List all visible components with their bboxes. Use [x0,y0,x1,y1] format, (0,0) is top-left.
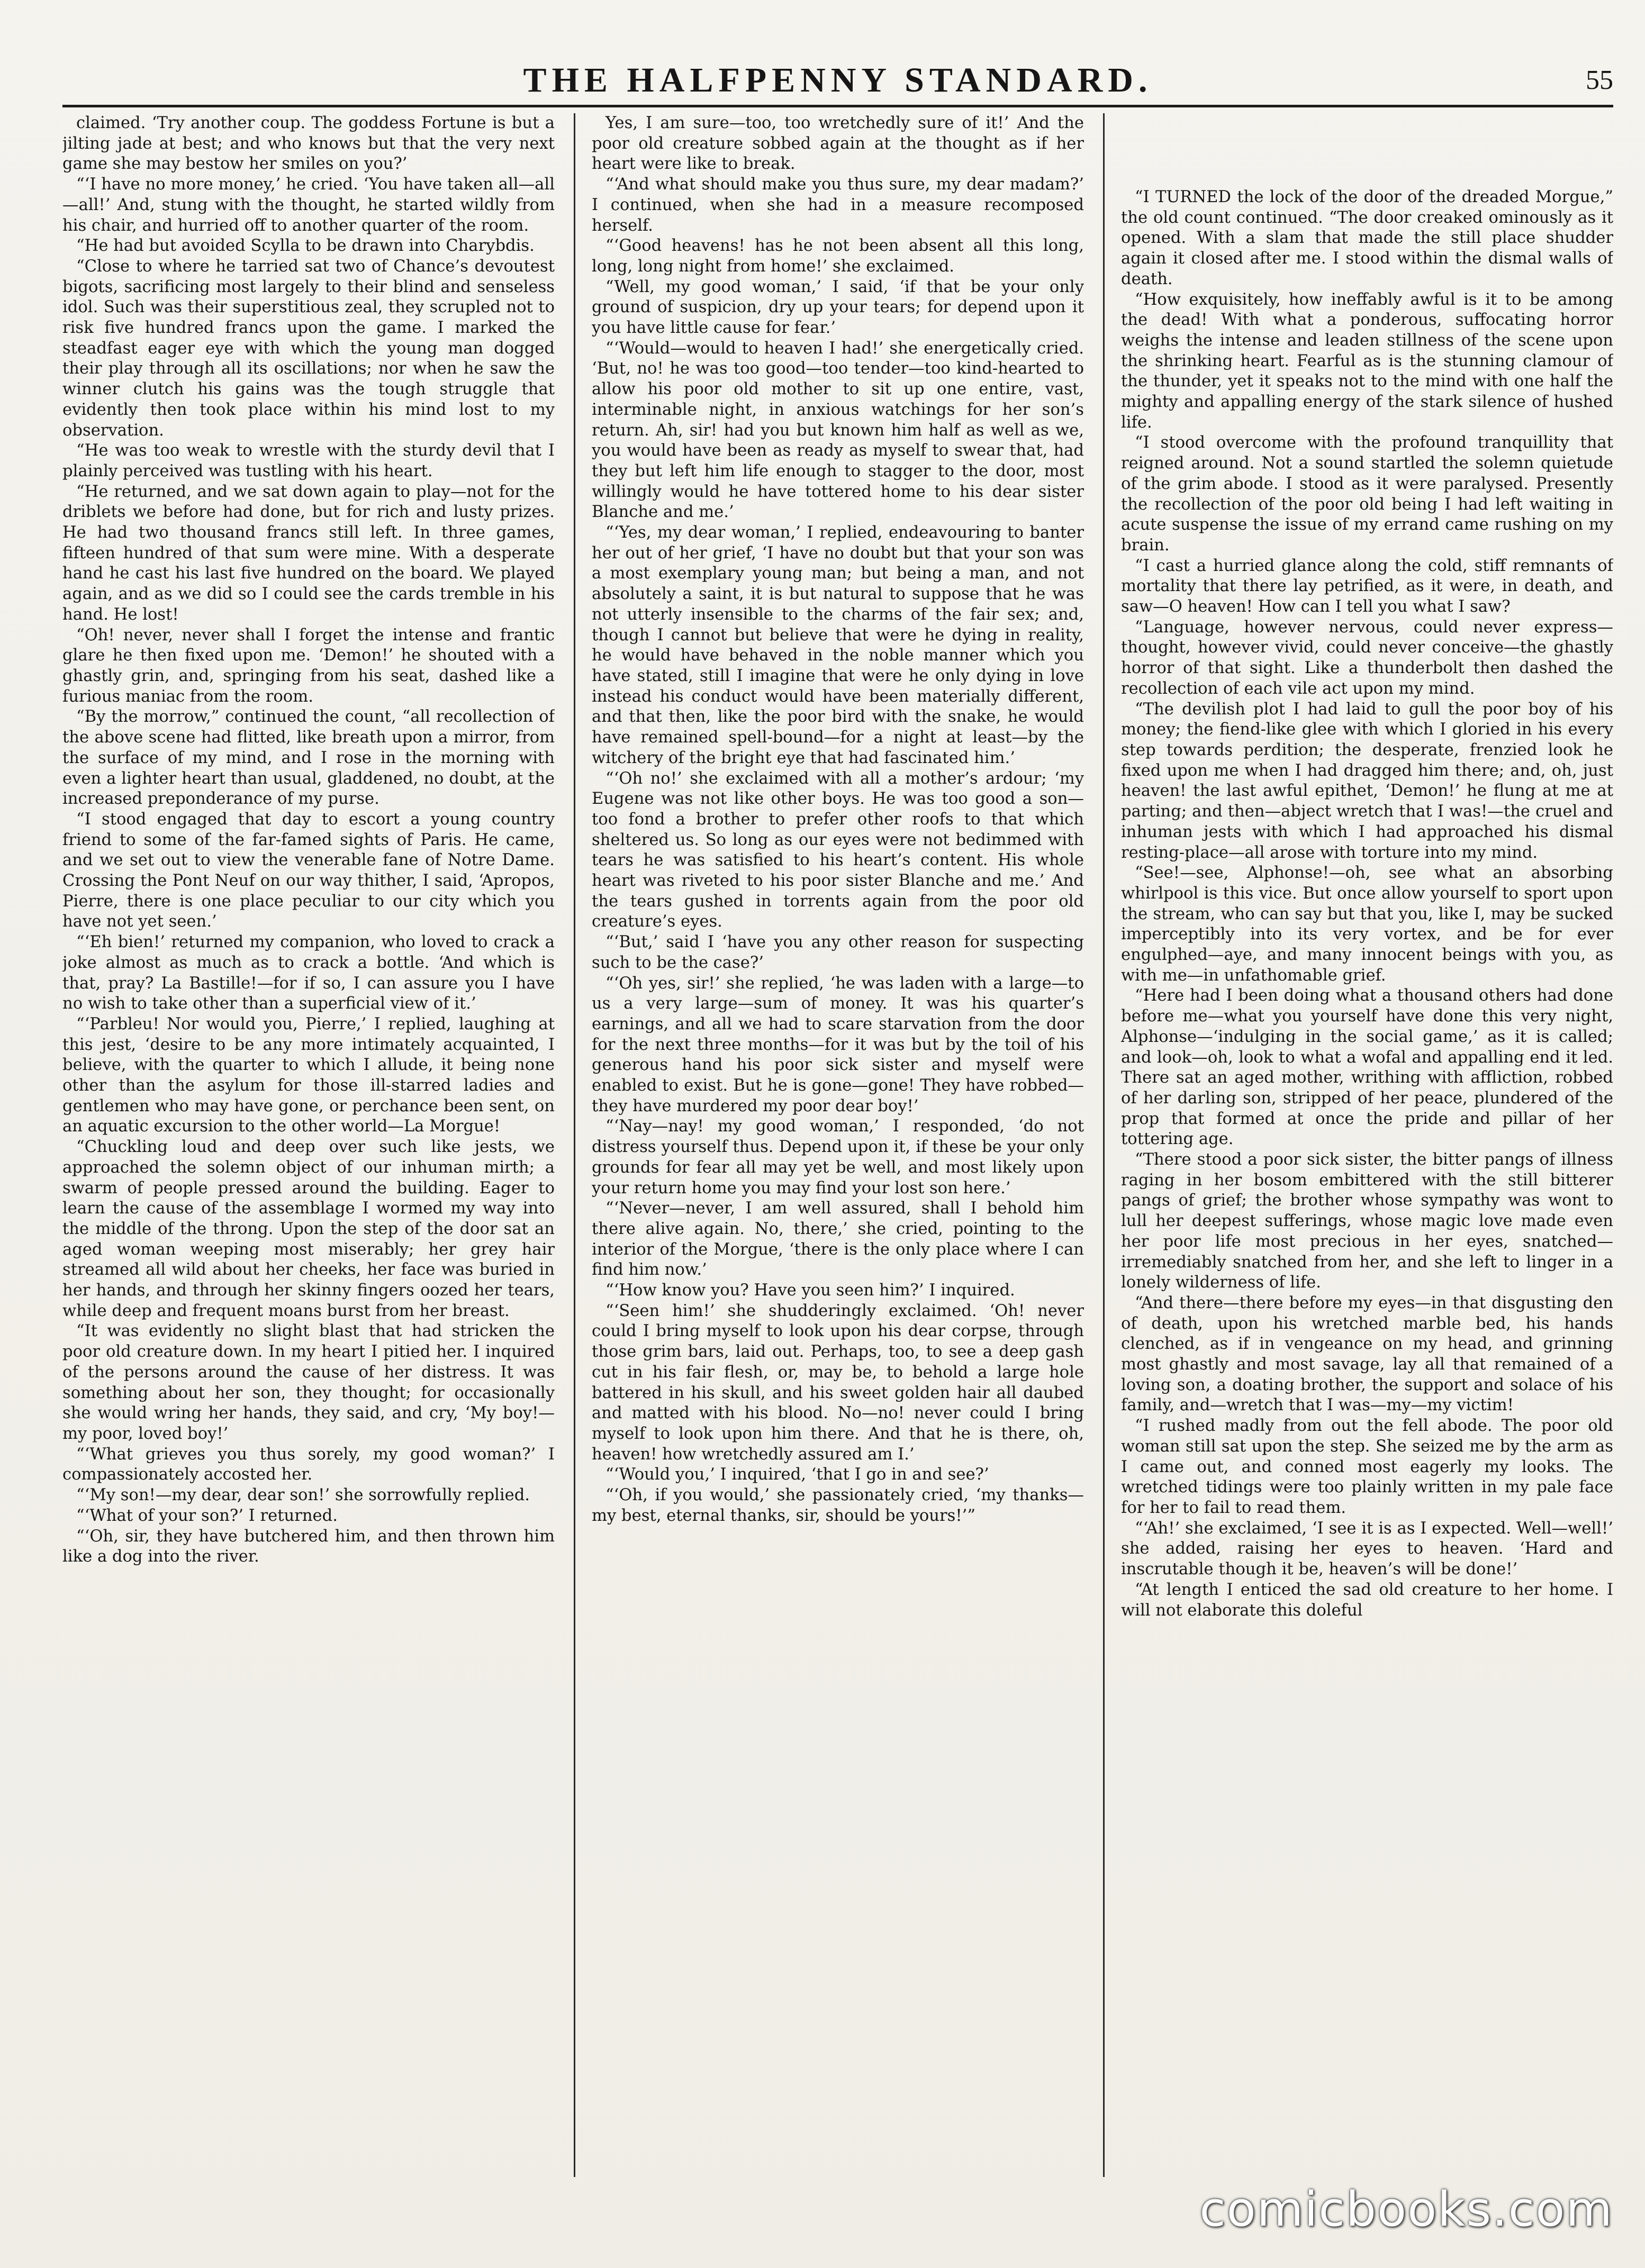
text-column-1 [62,113,555,2177]
paragraph: “‘Parbleu! Nor would you, Pierre,’ I replied, laughing at this jest, ‘desire to be any more intimately acquainted, I believe, with the quarter to which I allude, it being none other than the asylum for those ill-starred ladies and gentlemen who may have gone, or perchance been sent, on an aquatic excursion to the other world—La Morgue! [62,1014,555,1136]
paragraph: “At length I enticed the sad old creature to her home. I will not elaborate this doleful [1121,1580,1613,1620]
paragraph: “‘Nay—nay! my good woman,’ I responded, ‘do not distress yourself thus. Depend upon it, if these be your only grounds for fear all may yet be well, and most likely upon your return home you may find your lost son here.’ [592,1117,1084,1197]
paragraph: “‘Good heavens! has he not been absent all this long, long, long night from home!’ she exclaimed. [592,237,1084,276]
paragraph: “Language, however nervous, could never express—thought, however vivid, could never conceive—the ghastly horror of that sight. Like a thunderbolt then dashed the recollection of each vile act upon my mind. [1121,618,1613,698]
paragraph: “And there—there before my eyes—in that disgusting den of death, upon his wretched marble bed, his hands clenched, as if in vengeance on my head, and grinning most ghastly and most savage, lay all that remained of a loving son, a doating brother, the support and solace of his family, and—wretch that I was—my—my victim! [1121,1293,1613,1415]
paragraph: “By the morrow,” continued the count, “all recollection of the above scene had flitted, like breath upon a mirror, from the surface of my mind, and I rose in the morning with even a lighter heart than usual, gladdened, no doubt, at the increased preponderance of my purse. [62,707,555,809]
paragraph: “‘Oh, sir, they have butchered him, and then thrown him like a dog into the river. [62,1527,555,1566]
paragraph: “‘Yes, my dear woman,’ I replied, endeavouring to banter her out of her grief, ‘I have no doubt but that your son was a most exemplary young man; but being a man, and not absolutely a saint, it is but natural to suppose that he was not utterly insensible to the charms of the fair sex; and, though I cannot but believe that were he dying in reality, he would have behaved in the noble manner which you have stated, still I imagine that were he only dying in love instead his conduct would have been materially different, and that then, like the poor bird with the snake, he would have remained spell-bound—for a night at least—by the witchery of the bright eye that had fascinated him.’ [592,523,1084,767]
paragraph: Yes, I am sure—too, too wretchedly sure of it!’ And the poor old creature sobbed again at the thought as if her heart were like to break. [592,114,1084,174]
paragraph: “See!—see, Alphonse!—oh, see what an absorbing whirlpool is this vice. But once allow yourself to sport upon the stream, who can say but that you, like I, may be sucked imperceptibly into its very vortex, and be for ever engulphed—aye, and many innocent beings with you, as with me—in unfathomable grief. [1121,864,1613,985]
paragraph: claimed. ‘Try another coup. The goddess Fortune is but a jilting jade at best; and who knows but that the very next game she may bestow her smiles on you?’ [62,114,555,174]
paragraph: “The devilish plot I had laid to gull the poor boy of his money; the fiend-like glee with which I gloried in his every step towards perdition; the desperate, frenzied look he fixed upon me when I had dragged him there; and, oh, just heaven! the last awful epithet, ‘Demon!’ he flung at me at parting; and then—abject wretch that I was!—the cruel and inhuman jests with which I had approached his dismal resting-place—all arose with torture into my mind. [1121,700,1613,862]
paragraph: “He returned, and we sat down again to play—not for the driblets we before had done, but for rich and lusty prizes. He had two thousand francs still left. In three games, fifteen hundred of that sum were mine. With a desperate hand he cast his last five hundred on the board. We played again, and as we did so I could see the cards tremble in his hand. He lost! [62,482,555,624]
paragraph: “Here had I been doing what a thousand others had done before me—what you yourself have done this very night, Alphonse—‘indulging in the social game,’ as it is called; and look—oh, look to what a wofal and appalling end it led. There sat an aged mother, writhing with affliction, robbed of her darling son, stripped of her peace, plundered of the prop that formed at once the pride and pillar of her tottering age. [1121,986,1613,1149]
paragraph: “‘Eh bien!’ returned my companion, who loved to crack a joke almost as much as to crack a bottle. ‘And which is that, pray? La Bastille!—for if so, I can assure you I have no wish to take other than a superficial view of it.’ [62,933,555,1013]
paragraph: “I stood engaged that day to escort a young country friend to some of the far-famed sights of Paris. He came, and we set out to view the venerable fane of Notre Dame. Crossing the Pont Neuf on our way thither, I said, ‘Apropos, Pierre, there is one place peculiar to our city which you have not yet seen.’ [62,810,555,931]
paragraph: “It was evidently no slight blast that had stricken the poor old creature down. In my heart I pitied her. I inquired of the persons around the cause of her distress. It was something about her son, they thought; for occasionally she would wring her hands, they said, and cry, ‘My boy!—my poor, loved boy!’ [62,1322,555,1443]
paragraph: “‘What grieves you thus sorely, my good woman?’ I compassionately accosted her. [62,1445,555,1484]
paragraph: “‘Would you,’ I inquired, ‘that I go in and see?’ [605,1465,989,1484]
paragraph: “‘Never—never, I am well assured, shall I behold him there alive again. No, there,’ she cried, pointing to the interior of the Morgue, ‘there is the only place where I can find him now.’ [592,1199,1084,1280]
paragraph: “‘What of your son?’ I returned. [76,1506,338,1525]
paragraph: “He had but avoided Scylla to be drawn into Charybdis. [76,237,535,256]
text-columns [62,113,1613,2177]
paragraph: “‘How know you? Have you seen him?’ I inquired. [605,1281,1015,1300]
paragraph: “‘Oh yes, sir!’ she replied, ‘he was laden with a large—to us a very large—sum of money. It was his quarter’s earnings, and all we had to scare starvation from the door for the next three months—for it was but by the toil of his generous hand his poor sick sister and myself were enabled to exist. But he is gone—gone! They have robbed—they have murdered my poor dear boy!’ [592,974,1084,1115]
paragraph: “‘Would—would to heaven I had!’ she energetically cried. ‘But, no! he was too good—too tender—too kind-hearted to allow his poor old mother to sit up one entire, vast, interminable night, in anxious watchings for her son’s return. Ah, sir! had you but known him half as well as we, you would have been as ready as myself to swear that, had they but left him life enough to stagger to the door, most willingly would he have tottered home to his dear sister Blanche and me.’ [592,339,1084,522]
paragraph: “‘Oh no!’ she exclaimed with all a mother’s ardour; ‘my Eugene was not like other boys. He was too good a son—too fond a brother to prefer other roofs to that which sheltered us. So long as our eyes were not bedimmed with tears he was satisfied to his heart’s content. His whole heart was riveted to his poor sister Blanche and me.’ And the tears gushed in torrents again from the poor old creature’s eyes. [592,769,1084,931]
watermark-text: comicbooks.com [1199,2182,1613,2237]
paragraph: “‘Seen him!’ she shudderingly exclaimed. ‘Oh! never could I bring myself to look upon his dear corpse, through those grim bars, laid out. Perhaps, too, to see a deep gash cut in his fair flesh, or, may be, to behold a large hole battered in his skull, and his sweet golden hair all daubed and matted with his blood. No—no! never could I bring myself to look upon him there. And that he is there, oh, heaven! how wretchedly assured am I.’ [592,1301,1084,1464]
paragraph: “I stood overcome with the profound tranquillity that reigned around. Not a sound startled the solemn quietude of the grim abode. I stood as it were paralysed. Presently the recollection of the poor old being I had left waiting in acute suspense the issue of my errand came rushing on my brain. [1121,433,1613,555]
text-column-3 [1121,187,1613,2177]
paragraph: “I cast a hurried glance along the cold, stiff remnants of mortality that there lay petrified, as it were, in death, and saw—O heaven! How can I tell you what I saw? [1121,556,1613,616]
paragraph: “‘I have no more money,’ he cried. ‘You have taken all—all—all!’ And, stung with the thought, he started wildly from his chair, and hurried off to another quarter of the room. [62,175,555,235]
paragraph: “He was too weak to wrestle with the sturdy devil that I plainly perceived was tustling with his heart. [62,441,555,480]
page-number: 55 [1586,65,1613,95]
paragraph: “How exquisitely, how ineffably awful is it to be among the dead! With what a ponderous, suffocating horror weighs the intense and leaden stillness of the scene upon the shrinking heart. Fearful as is the stunning clamour of the thunder, yet it speaks not to the mind with one half the mighty and appalling energy of the stark silence of hushed life. [1121,290,1613,432]
paragraph: “Chuckling loud and deep over such like jests, we approached the solemn object of our inhuman mirth; a swarm of people pressed around the building. Eager to learn the cause of the assemblage I wormed my way into the middle of the throng. Upon the step of the door sat an aged woman weeping most miserably; her grey hair streamed all wild about her cheeks, her face was buried in her hands, and through her skinny fingers oozed her tears, while deep and frequent moans burst from her breast. [62,1138,555,1320]
paragraph: “I rushed madly from out the fell abode. The poor old woman still sat upon the step. She seized me by the arm as I came out, and conned most eagerly my looks. The wretched tidings were too plainly written in my pale face for her to fail to read them. [1121,1417,1613,1517]
paragraph: “‘My son!—my dear, dear son!’ she sorrowfully replied. [76,1486,530,1505]
paragraph: “Close to where he tarried sat two of Chance’s devoutest bigots, sacrificing most largely to their blind and senseless idol. Such was their superstitious zeal, they scrupled not to risk five hundred francs upon the game. I marked the steadfast eager eye with which the young man dogged their play through all its oscillations; nor when he saw the winner clutch his gains was the tough struggle that evidently then took place within his mind lost to my observation. [62,257,555,440]
paragraph: “There stood a poor sick sister, the bitter pangs of illness raging in her bosom embittered with the still bitterer pangs of grief; the brother whose sympathy was wont to lull her deepest sufferings, whose magic love made even her poor life most precious in her eyes, snatched—irremediably snatched from her, and she left to linger in a lonely wilderness of life. [1121,1150,1613,1292]
paragraph: “Oh! never, never shall I forget the intense and frantic glare he then fixed upon me. ‘Demon!’ he shouted with a ghastly grin, and, springing from his seat, dashed like a furious maniac from the room. [62,625,555,706]
paragraph: “I TURNED the lock of the door of the dreaded Morgue,” the old count continued. “The door creaked ominously as it opened. With a slam that made the still place shudder again it closed after me. I stood within the dismal walls of death. [1121,188,1613,288]
paragraph: “‘And what should make you thus sure, my dear madam?’ I continued, when she had in a measure recomposed herself. [592,175,1084,235]
paragraph: “‘Ah!’ she exclaimed, ‘I see it is as I expected. Well—well!’ she added, raising her eyes to heaven. ‘Hard and inscrutable though it be, heaven’s will be done!’ [1121,1519,1613,1579]
paragraph: “Well, my good woman,’ I said, ‘if that be your only ground of suspicion, dry up your tears; for depend upon it you have little cause for fear.’ [592,277,1084,338]
paragraph: “‘But,’ said I ‘have you any other reason for suspecting such to be the case?’ [592,933,1084,972]
paragraph: “‘Oh, if you would,’ she passionately cried, ‘my thanks—my best, eternal thanks, sir, should be yours!’” [592,1486,1084,1525]
text-column-2 [592,113,1084,2177]
page-header [62,59,1613,107]
masthead-title: THE HALFPENNY STANDARD. [523,61,1153,99]
